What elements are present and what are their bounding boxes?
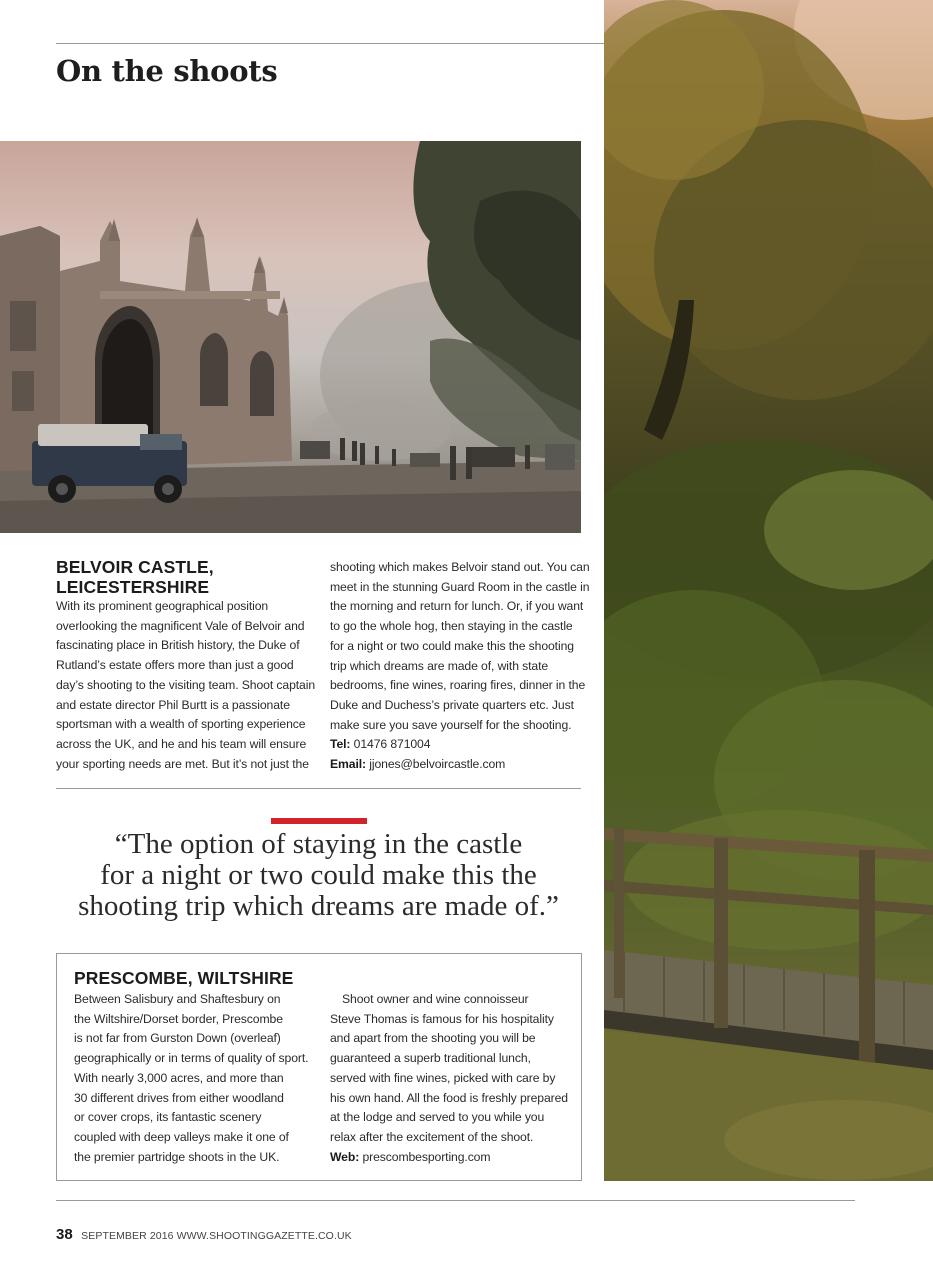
text-line: overlooking the magnificent Vale of Belvoir and	[56, 618, 305, 633]
quote-line: “The option of staying in the castle	[114, 828, 523, 860]
belvoir-column-1	[56, 557, 316, 774]
prescombe-heading: PRESCOMBE, WILTSHIRE	[74, 968, 294, 988]
text-line: day’s shooting to the visiting team. Shoot captain	[56, 677, 316, 692]
quote-line: shooting trip which dreams are made of.”	[78, 890, 559, 922]
web-value: prescombesporting.com	[359, 1149, 491, 1164]
tel-value: 01476 871004	[350, 737, 431, 752]
text-line: is not far from Gurston Down (overleaf)	[74, 1031, 281, 1046]
belvoir-heading-line: BELVOIR CASTLE,	[56, 557, 214, 577]
page-number: 38	[56, 1226, 73, 1243]
email-label: Email:	[330, 757, 366, 772]
belvoir-paragraph-1	[56, 597, 316, 774]
text-line: bedrooms, fine wines, roaring fires, dinner in the	[330, 678, 586, 693]
belvoir-tel	[330, 735, 585, 755]
footer-divider	[56, 1200, 855, 1201]
belvoir-heading	[56, 557, 311, 597]
section-divider	[56, 788, 581, 789]
quote-line: for a night or two could make this the	[100, 859, 537, 891]
text-line: sportsman with a wealth of sporting experience	[56, 717, 306, 732]
text-line: the morning and return for lunch. Or, if you want	[330, 599, 584, 614]
footer-issue-and-url: SEPTEMBER 2016 WWW.SHOOTINGGAZETTE.CO.UK	[81, 1230, 352, 1242]
text-line: With nearly 3,000 acres, and more than	[74, 1070, 284, 1085]
section-title: On the shoots	[56, 54, 278, 88]
text-line: geographically or in terms of quality of sport.	[74, 1051, 309, 1066]
text-line: meet in the stunning Guard Room in the castle in	[330, 579, 590, 594]
text-line: fascinating place in British history, the Duke of	[56, 638, 300, 653]
text-line: served with fine wines, picked with care by	[330, 1070, 556, 1085]
text-line: Shoot owner and wine connoisseur	[342, 992, 529, 1006]
prescombe-column-2	[330, 990, 575, 1167]
forest-bridge-photo	[604, 0, 933, 1181]
pull-quote	[56, 829, 581, 922]
prescombe-paragraph-2	[330, 990, 575, 1167]
text-line: trip which dreams are made of, with state	[330, 658, 549, 673]
tel-label: Tel:	[330, 737, 351, 752]
belvoir-heading-line: LEICESTERSHIRE	[56, 577, 210, 597]
text-line: Steve Thomas is famous for his hospitality	[330, 1011, 554, 1026]
text-line: your sporting needs are met. But it’s not just the	[56, 756, 309, 771]
text-line: across the UK, and he and his team will ensure	[56, 736, 307, 751]
belvoir-column-2	[330, 558, 590, 775]
text-line: at the lodge and served to you while you	[330, 1110, 545, 1125]
web-label: Web:	[330, 1149, 360, 1164]
text-line: for a night or two could make this the shooting	[330, 638, 574, 653]
email-value: jjones@belvoircastle.com	[365, 757, 506, 772]
belvoir-paragraph-2	[330, 558, 590, 775]
page-footer	[56, 1226, 352, 1244]
text-line: Duke and Duchess’s private quarters etc. Just	[330, 697, 574, 712]
prescombe-column-1	[74, 968, 324, 1167]
text-line: and estate director Phil Burtt is a passionate	[56, 697, 290, 712]
prescombe-web	[330, 1148, 575, 1168]
quote-accent-bar	[271, 818, 367, 824]
text-line: the premier partridge shoots in the UK.	[74, 1149, 280, 1164]
text-line: shooting which makes Belvoir stand out. You can	[330, 560, 590, 574]
top-divider	[56, 43, 604, 44]
text-line: guaranteed a superb traditional lunch,	[330, 1051, 531, 1066]
text-line: coupled with deep valleys make it one of	[74, 1129, 289, 1144]
text-line: his own hand. All the food is freshly prepared	[330, 1090, 568, 1105]
text-line: the Wiltshire/Dorset border, Prescombe	[74, 1011, 283, 1026]
text-line: relax after the excitement of the shoot.	[330, 1129, 534, 1144]
text-line: or cover crops, its fantastic scenery	[74, 1110, 262, 1125]
text-line: make sure you save yourself for the shooting.	[330, 717, 572, 732]
text-line: Between Salisbury and Shaftesbury on	[74, 992, 281, 1006]
text-line: With its prominent geographical position	[56, 599, 269, 613]
prescombe-paragraph-1	[74, 990, 324, 1167]
text-line: 30 different drives from either woodland	[74, 1090, 284, 1105]
text-line: and apart from the shooting you will be	[330, 1031, 536, 1046]
belvoir-email	[330, 755, 585, 775]
castle-photo	[0, 141, 581, 533]
text-line: to go the whole hog, then staying in the castle	[330, 619, 573, 634]
text-line: Rutland’s estate offers more than just a good	[56, 658, 294, 673]
